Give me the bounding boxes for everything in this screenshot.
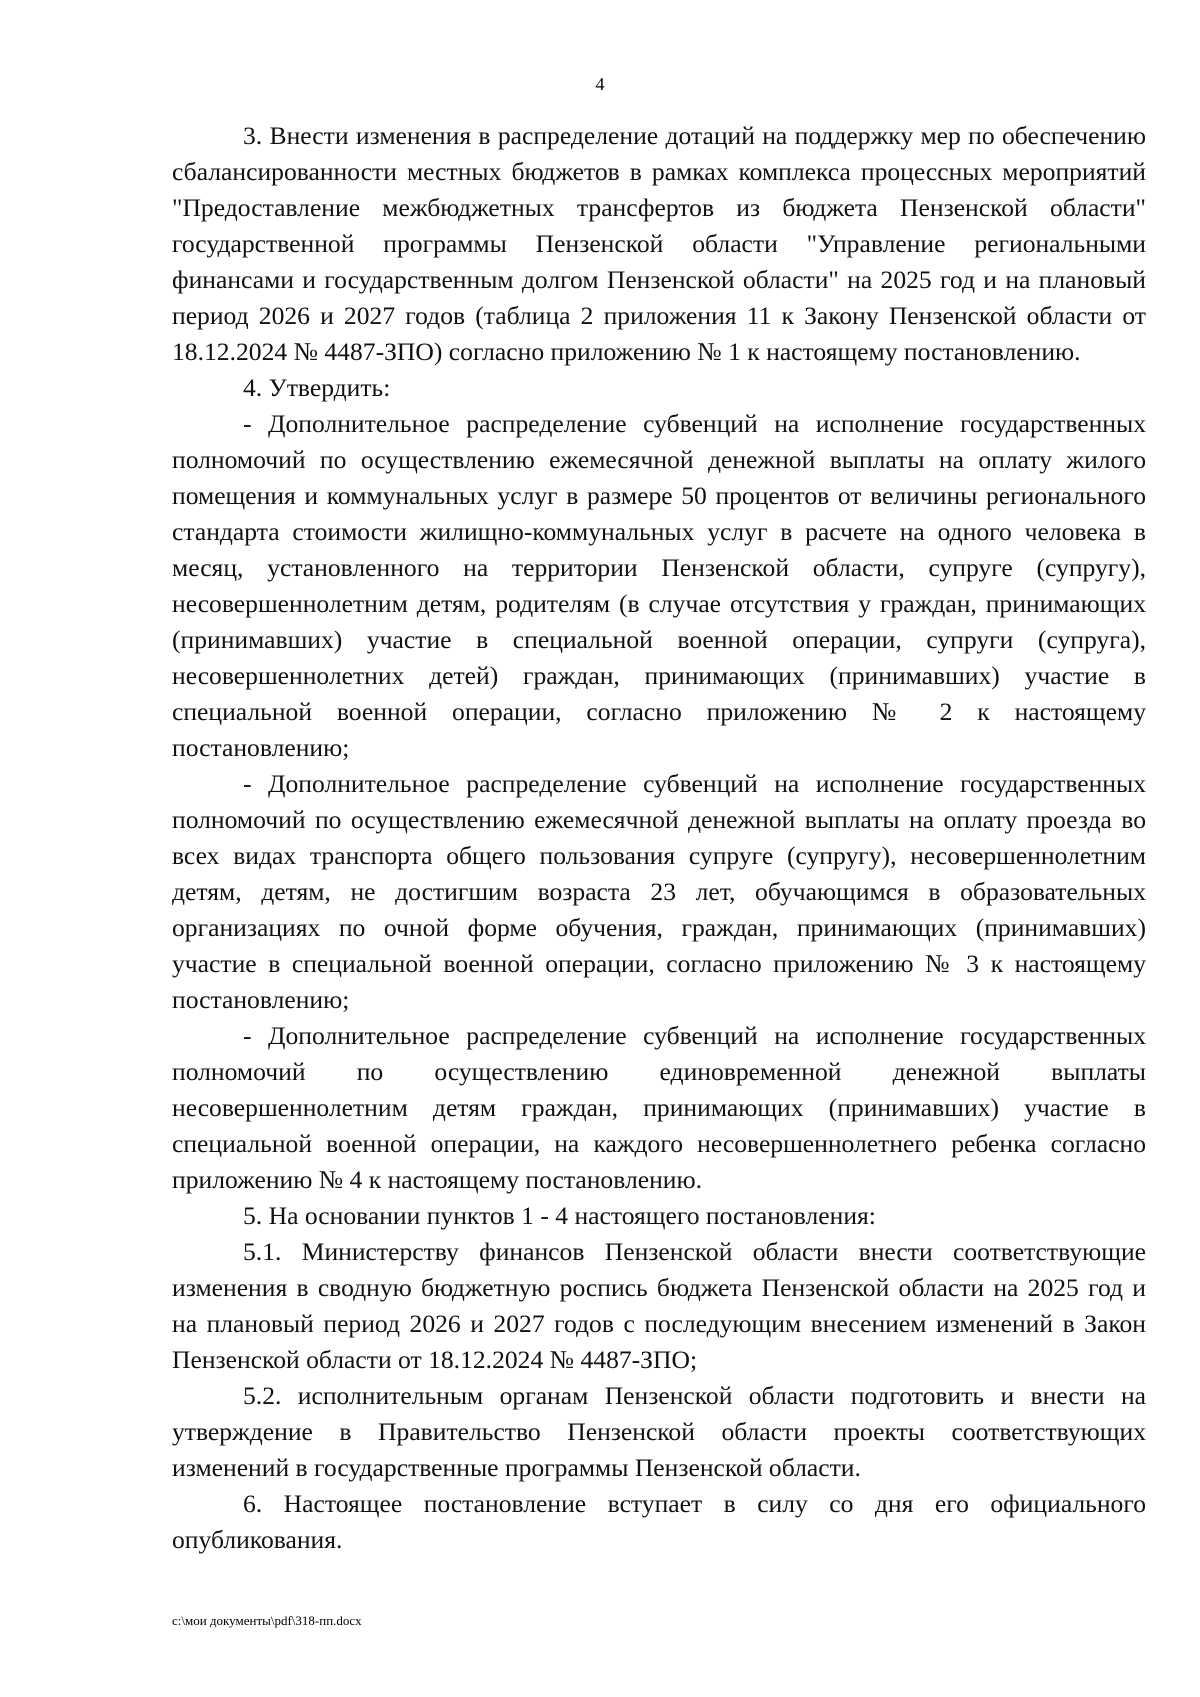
paragraph-item-5: 5. На основании пунктов 1 - 4 настоящего постановления: (243, 1201, 876, 1230)
paragraph-item-5-2: 5.2. исполнительным органам Пензенской области подготовить и внести на утверждение в Правительство Пензенской области проекты соответствующих изменений в государственные программы Пензенской области. (172, 1381, 1146, 1482)
paragraph-subitem-3: - Дополнительное распределение субвенций на исполнение государственных полномочий по осуществлению единовременной денежной выплаты несовершеннолетним детям граждан, принимающих (принимавших) участие в специальной военной операции, на каждого несовершеннолетнего ребенка согласно приложению № 4 к настоящему постановлению. (172, 1021, 1146, 1194)
paragraph-subitem-1: - Дополнительное распределение субвенций на исполнение государственных полномочий по осуществлению ежемесячной денежной выплаты на оплату жилого помещения и коммунальных услуг в размере 50 процентов от величины регионального стандарта стоимости жилищно-коммунальных услуг в расчете на одного человека в месяц, установленного на территории Пензенской области, супруге (супругу), несовершеннолетним детям, родителям (в случае отсутствия у граждан, принимающих (принимавших) участие в специальной военной операции, супруги (супруга), несовершеннолетних детей) граждан, принимающих (принимавших) участие в специальной военной операции, согласно приложению № 2 к настоящему постановлению; (172, 409, 1146, 762)
footer-file-path: c:\мои документы\pdf\318-пп.docx (172, 1613, 362, 1628)
paragraph-item-4: 4. Утвердить: (243, 373, 391, 402)
page-number: 4 (595, 74, 605, 94)
document-body (172, 118, 1146, 1558)
paragraph-subitem-2: - Дополнительное распределение субвенций на исполнение государственных полномочий по осуществлению ежемесячной денежной выплаты на оплату проезда во всех видах транспорта общего пользования супруге (супругу), несовершеннолетним детям, детям, не достигшим возраста 23 лет, обучающимся в образовательных организациях по очной форме обучения, граждан, принимающих (принимавших) участие в специальной военной операции, согласно приложению № 3 к настоящему постановлению; (172, 769, 1146, 1014)
paragraph-item-6: 6. Настоящее постановление вступает в силу со дня его официального опубликования. (172, 1489, 1146, 1554)
paragraph-item-5-1: 5.1. Министерству финансов Пензенской области внести соответствующие изменения в сводную бюджетную роспись бюджета Пензенской области на 2025 год и на плановый период 2026 и 2027 годов с последующим внесением изменений в Закон Пензенской области от 18.12.2024 № 4487-ЗПО; (172, 1237, 1146, 1374)
paragraph-item-3: 3. Внести изменения в распределение дотаций на поддержку мер по обеспечению сбалансированности местных бюджетов в рамках комплекса процессных мероприятий "Предоставление межбюджетных трансфертов из бюджета Пензенской области" государственной программы Пензенской области "Управление региональными финансами и государственным долгом Пензенской области" на 2025 год и на плановый период 2026 и 2027 годов (таблица 2 приложения 11 к Закону Пензенской области от 18.12.2024 № 4487-ЗПО) согласно приложению № 1 к настоящему постановлению. (172, 121, 1146, 366)
